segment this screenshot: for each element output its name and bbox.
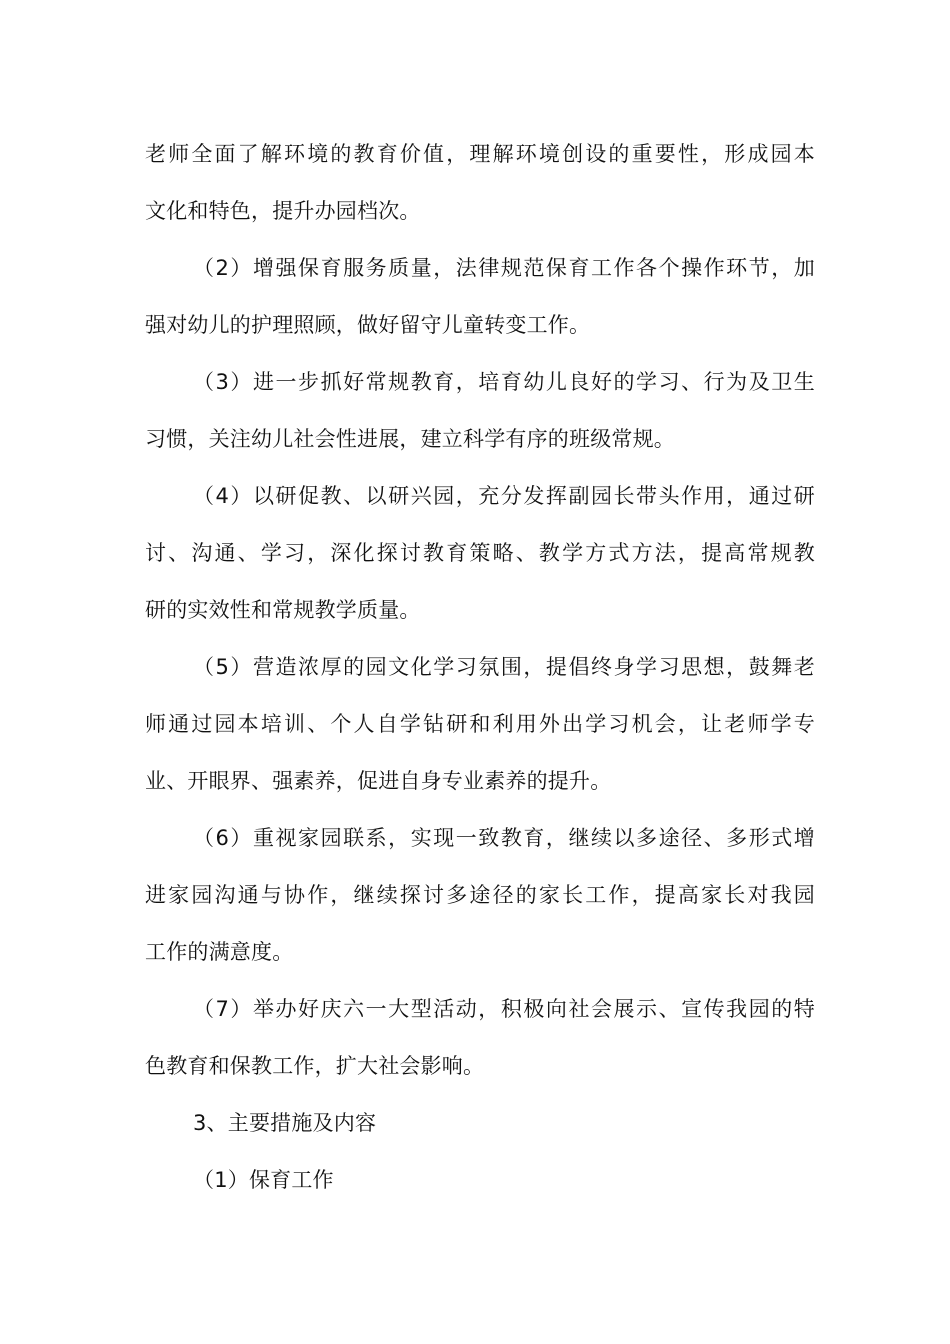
paragraph-line: 进家园沟通与协作，继续探讨多途径的家长工作，提高家长对我园: [145, 883, 815, 907]
section-heading: 3、主要措施及内容: [193, 1111, 377, 1135]
paragraph-line: （3）进一步抓好常规教育，培育幼儿良好的学习、行为及卫生: [193, 370, 815, 394]
paragraph-line: 文化和特色，提升办园档次。: [145, 199, 421, 223]
paragraph-line: 习惯，关注幼儿社会性进展，建立科学有序的班级常规。: [145, 427, 675, 451]
paragraph-line: 强对幼儿的护理照顾，做好留守儿童转变工作。: [145, 313, 591, 337]
document-body: [145, 126, 815, 1209]
paragraph-line: 业、开眼界、强素养，促进自身专业素养的提升。: [145, 769, 612, 793]
paragraph-line: 工作的满意度。: [145, 940, 294, 964]
paragraph-line: （4）以研促教、以研兴园，充分发挥副园长带头作用，通过研: [193, 484, 815, 508]
paragraph-line: 研的实效性和常规教学质量。: [145, 598, 421, 622]
paragraph-line: （5）营造浓厚的园文化学习氛围，提倡终身学习思想，鼓舞老: [193, 655, 815, 679]
paragraph-line: （2）增强保育服务质量，法律规范保育工作各个操作环节，加: [193, 256, 815, 280]
subsection-heading: （1）保育工作: [193, 1168, 334, 1192]
paragraph-line: （7）举办好庆六一大型活动，积极向社会展示、宣传我园的特: [193, 997, 815, 1021]
paragraph-line: 色教育和保教工作，扩大社会影响。: [145, 1054, 485, 1078]
paragraph-line: （6）重视家园联系，实现一致教育，继续以多途径、多形式增: [193, 826, 815, 850]
paragraph-line: 师通过园本培训、个人自学钻研和利用外出学习机会，让老师学专: [145, 712, 815, 736]
paragraph-line: 讨、沟通、学习，深化探讨教育策略、教学方式方法，提高常规教: [145, 541, 815, 565]
paragraph-line: 老师全面了解环境的教育价值，理解环境创设的重要性，形成园本: [145, 142, 815, 166]
